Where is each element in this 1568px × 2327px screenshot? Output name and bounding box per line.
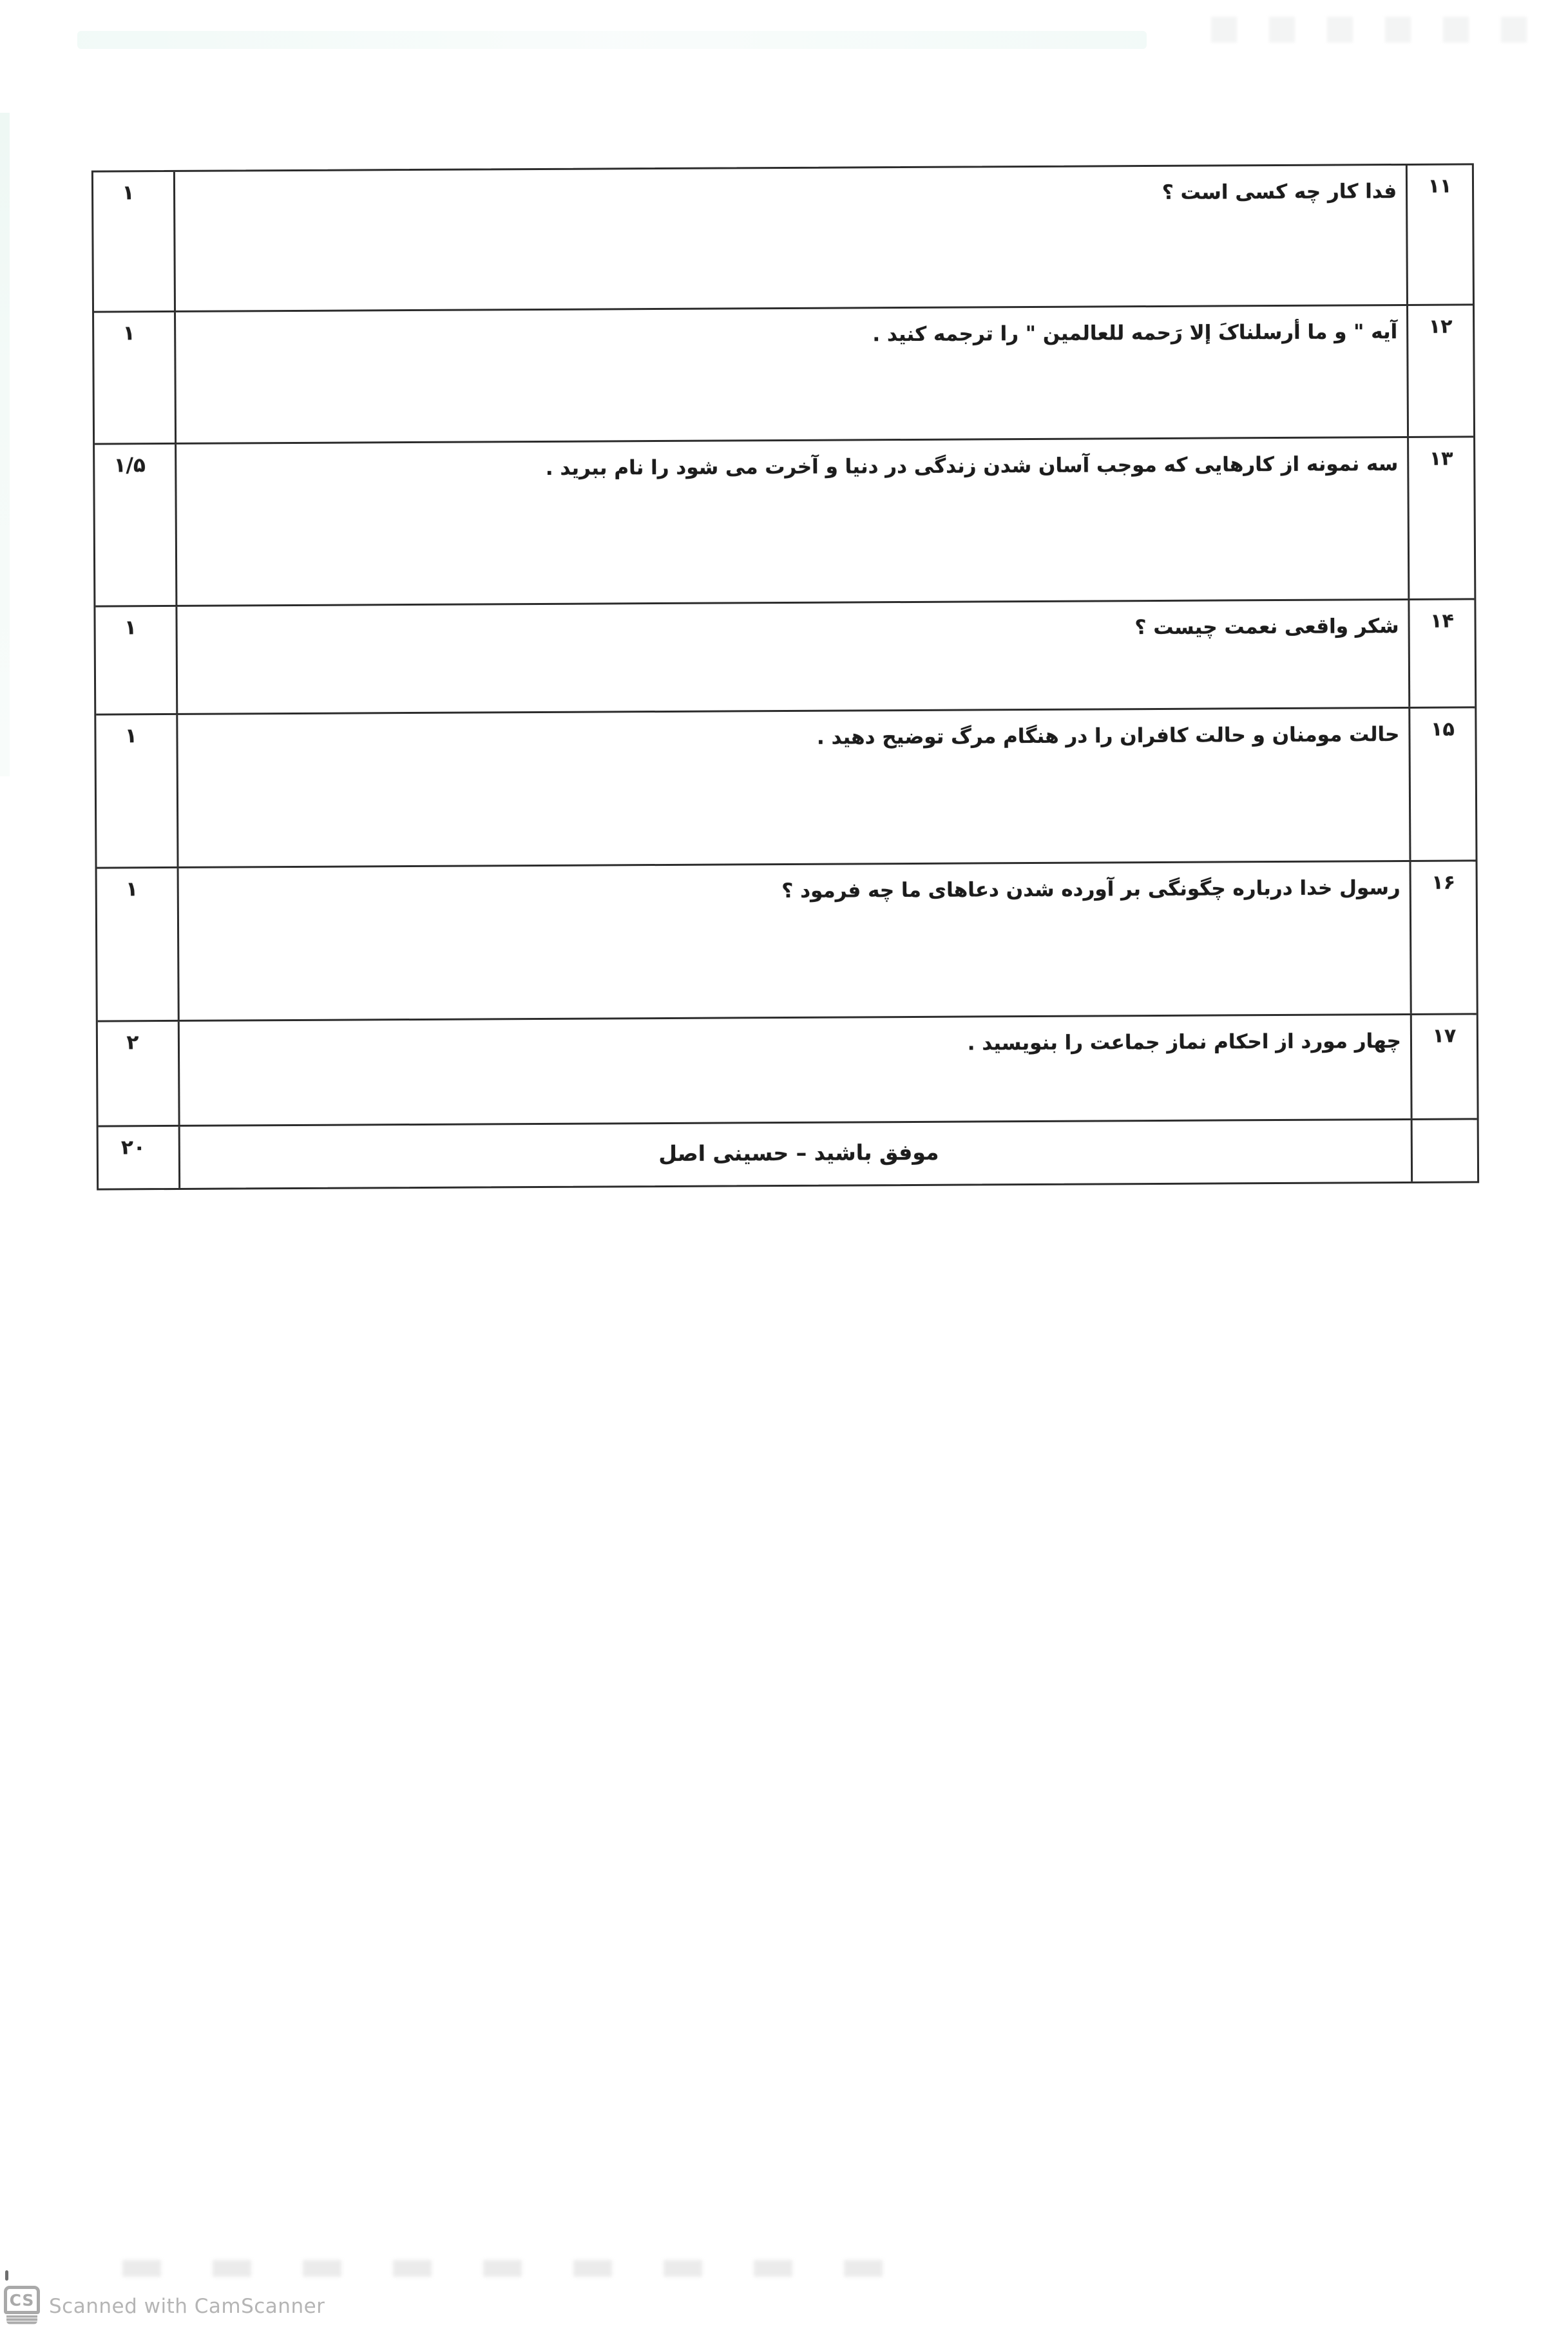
- mark-cell: [97, 868, 178, 1020]
- question-cell: [176, 709, 1411, 867]
- question-number: ۱۴: [1430, 609, 1454, 633]
- question-cell: [173, 166, 1408, 311]
- question-number: ۱۵: [1431, 718, 1455, 741]
- table-row-footer: [99, 1118, 1477, 1188]
- camscanner-logo-text: CS: [4, 2286, 40, 2314]
- question-number: ۱۱: [1428, 175, 1452, 198]
- mark-value: ۱: [122, 321, 135, 345]
- question-number-cell: [1409, 437, 1474, 599]
- question-cell: [178, 1015, 1413, 1125]
- footer-message: موفق باشید – حسینی اصل: [658, 1139, 939, 1167]
- mark-value: ۱: [126, 877, 139, 901]
- scan-edge-tint: [0, 113, 10, 776]
- scan-top-band: [77, 31, 1147, 49]
- mark-cell: [96, 715, 177, 867]
- table-row-q13: [95, 436, 1474, 605]
- question-number-cell: [1408, 305, 1473, 436]
- question-text: فدا کار چه کسی است ؟: [1162, 180, 1397, 204]
- mark-value: ۲: [126, 1031, 139, 1055]
- table-row-q16: [97, 859, 1477, 1020]
- exam-question-table: [91, 163, 1479, 1190]
- mark-value: ۱: [124, 616, 137, 640]
- question-number-cell: [1412, 1015, 1477, 1118]
- question-number-cell: [1410, 708, 1475, 860]
- camscanner-logo-icon: [4, 2286, 40, 2327]
- question-text: سه نمونه از کارهایی که موجب آسان شدن زندگی در دنیا و آخرت می شود را نام ببرید .: [545, 452, 1399, 480]
- mark-value: ۱: [122, 181, 135, 205]
- mark-value: ۱/۵: [113, 454, 146, 477]
- mark-cell: [94, 312, 175, 443]
- footer-number-cell: [1413, 1120, 1477, 1182]
- question-number: ۱۷: [1432, 1024, 1457, 1048]
- table-row-q11: [93, 165, 1473, 311]
- question-number-cell: [1408, 165, 1473, 304]
- question-text: حالت مومنان و حالت کافران را در هنگام مرگ توضیح دهید .: [816, 723, 1400, 749]
- total-mark-value: ۲۰: [120, 1136, 146, 1160]
- question-text: رسول خدا درباره چگونگی بر آورده شدن دعاهای ما چه فرمود ؟: [781, 876, 1401, 903]
- question-cell: [175, 600, 1410, 713]
- table-row-q12: [94, 303, 1473, 443]
- table-row-q14: [95, 598, 1475, 713]
- footer-message-cell: [178, 1120, 1413, 1188]
- question-number-cell: [1410, 600, 1475, 707]
- question-cell: [174, 306, 1409, 443]
- question-cell: [175, 438, 1410, 605]
- mark-cell: [98, 1022, 178, 1125]
- camscanner-watermark: [4, 2286, 325, 2327]
- camscanner-label: Scanned with CamScanner: [49, 2295, 325, 2318]
- scan-noise: [1211, 17, 1546, 43]
- question-number-cell: [1411, 861, 1477, 1013]
- question-text: چهار مورد از احکام نماز جماعت را بنویسید .: [967, 1029, 1402, 1055]
- table-row-q17: [98, 1013, 1477, 1125]
- scan-ghost-smudge: [122, 2260, 915, 2277]
- question-number: ۱۶: [1431, 871, 1456, 894]
- ink-speck: [5, 2270, 8, 2281]
- mark-cell: [95, 445, 175, 606]
- mark-cell: [95, 607, 176, 714]
- camscanner-logo-book: [6, 2315, 37, 2324]
- question-text: شکر واقعی نعمت چیست ؟: [1134, 615, 1399, 640]
- table-row-q15: [96, 706, 1475, 867]
- question-text: آیه " و ما أرسلناکَ إلا رَحمه للعالمین " را ترجمه کنید .: [872, 320, 1398, 347]
- question-number: ۱۲: [1428, 315, 1453, 338]
- mark-value: ۱: [124, 724, 138, 748]
- question-cell: [177, 862, 1412, 1020]
- total-mark-cell: [99, 1127, 178, 1189]
- mark-cell: [93, 172, 174, 311]
- question-number: ۱۳: [1429, 447, 1453, 470]
